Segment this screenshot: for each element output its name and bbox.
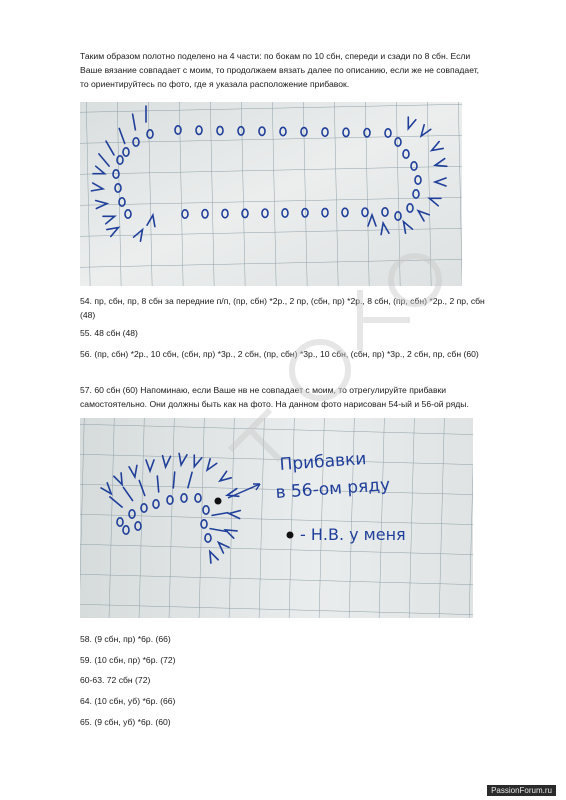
- row-59: 59. (10 сбн, пр) *6р. (72): [80, 655, 176, 665]
- row-58: 58. (9 сбн, пр) *6р. (66): [80, 634, 171, 644]
- row-64: 64. (10 сбн, уб) *6р. (66): [80, 696, 176, 706]
- note-line-1: Прибавки: [278, 448, 367, 475]
- note-line-2: в 56-ом ряду: [274, 475, 391, 503]
- crochet-chart-photo-2: [80, 418, 473, 618]
- intro-paragraph: Таким образом полотно поделено на 4 части: по бокам по 10 сбн, спереди и сзади по 8 сбн. Если Ваше вязание совпадает с моим, то продолжаем вязать далее по описанию, если же не совпадает, то ориентируйтесь по фото, где я указала расположение прибавок.: [80, 51, 480, 89]
- site-footer-badge: PassionForum.ru: [487, 785, 556, 796]
- row-55: 55. 48 сбн (48): [80, 328, 138, 338]
- row-54: 54. пр, сбн, пр, 8 сбн за передние п/п, (пр, сбн) *2р., 2 пр, (сбн, пр) *2р., 8 сбн, (пр, сбн) *2р., 2 пр, сбн (48): [80, 296, 485, 320]
- row-56: 56. (пр, сбн) *2р., 10 сбн, (сбн, пр) *3р., 2 сбн, (пр, сбн) *3р., 10 сбн, (сбн, пр) *3р., 2 сбн, пр, сбн (60): [80, 349, 479, 359]
- crochet-chart-photo-1: [80, 102, 462, 286]
- note-line-3: - Н.В. у меня: [300, 525, 406, 544]
- row-65: 65. (9 сбн, уб) *6р. (60): [80, 717, 171, 727]
- row-60-63: 60-63. 72 сбн (72): [80, 675, 151, 685]
- row-57: 57. 60 сбн (60) Напоминаю, если Ваше нв не совпадает с моим, то отрегулируйте прибавки самостоятельно. Они должны быть как на фото. На данном фото нарисован 54-ый и 56-ой ряды.: [80, 385, 469, 409]
